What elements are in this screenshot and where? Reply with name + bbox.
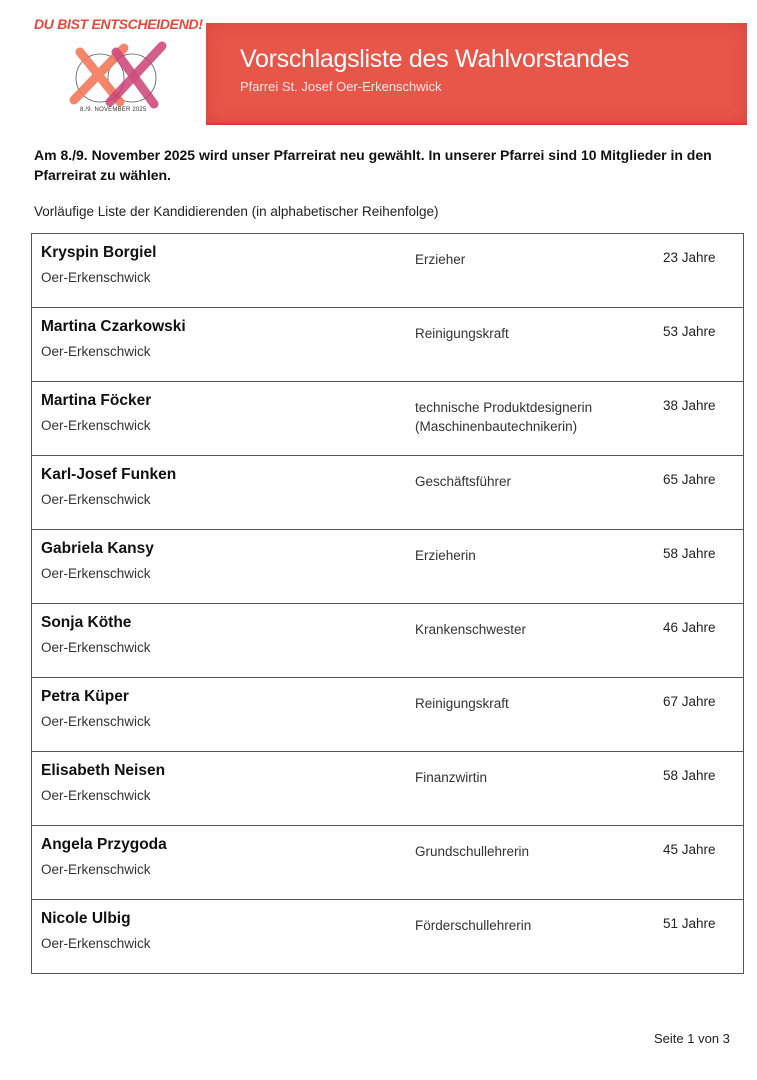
candidate-city: Oer-Erkenschwick [41, 344, 151, 359]
candidate-city: Oer-Erkenschwick [41, 566, 151, 581]
candidate-job: Reinigungskraft [415, 326, 509, 341]
page-number: Seite 1 von 3 [654, 1031, 730, 1046]
candidate-row [32, 678, 743, 752]
candidate-name: Gabriela Kansy [41, 540, 154, 557]
candidate-age: 67 Jahre [663, 694, 716, 709]
candidate-name: Nicole Ulbig [41, 910, 131, 927]
candidate-job: Erzieherin [415, 548, 476, 563]
candidate-row [32, 234, 743, 308]
candidate-name: Petra Küper [41, 688, 129, 705]
list-caption: Vorläufige Liste der Kandidierenden (in alphabetischer Reihenfolge) [34, 204, 439, 219]
logo-date: 8./9. NOVEMBER 2025 [80, 107, 147, 113]
candidate-row [32, 604, 743, 678]
candidate-row [32, 530, 743, 604]
candidate-age: 45 Jahre [663, 842, 716, 857]
candidate-city: Oer-Erkenschwick [41, 714, 151, 729]
candidate-name: Sonja Köthe [41, 614, 132, 631]
candidate-city: Oer-Erkenschwick [41, 862, 151, 877]
candidate-name: Kryspin Borgiel [41, 244, 157, 261]
candidate-table [31, 233, 744, 974]
candidate-name: Angela Przygoda [41, 836, 167, 853]
candidate-job: Krankenschwester [415, 622, 527, 637]
candidate-age: 58 Jahre [663, 768, 716, 783]
candidate-row [32, 752, 743, 826]
candidate-job: Geschäftsführer [415, 474, 512, 489]
candidate-age: 65 Jahre [663, 472, 716, 487]
candidate-row [32, 826, 743, 900]
candidate-name: Martina Czarkowski [41, 318, 186, 335]
candidate-city: Oer-Erkenschwick [41, 936, 151, 951]
candidate-name: Karl-Josef Funken [41, 466, 177, 483]
candidate-job: Grundschullehrerin [415, 844, 530, 859]
candidate-age: 53 Jahre [663, 324, 716, 339]
candidate-city: Oer-Erkenschwick [41, 270, 151, 285]
header-banner [206, 23, 747, 125]
candidate-city: Oer-Erkenschwick [41, 788, 151, 803]
page-title: Vorschlagsliste des Wahlvorstandes [240, 45, 630, 73]
candidate-name: Elisabeth Neisen [41, 762, 166, 779]
candidate-age: 23 Jahre [663, 250, 716, 265]
candidate-age: 51 Jahre [663, 916, 716, 931]
election-logo-icon [62, 40, 172, 110]
candidate-city: Oer-Erkenschwick [41, 418, 151, 433]
candidate-job: Reinigungskraft [415, 696, 509, 711]
candidate-name: Martina Föcker [41, 392, 152, 409]
candidate-age: 46 Jahre [663, 620, 716, 635]
candidate-row [32, 456, 743, 530]
candidate-city: Oer-Erkenschwick [41, 640, 151, 655]
slogan: DU BIST ENTSCHEIDEND! [34, 16, 203, 32]
candidate-row [32, 308, 743, 382]
intro-text: Am 8./9. November 2025 wird unser Pfarreirat neu gewählt. In unserer Pfarrei sind 10 Mitglieder in den Pfarreirat zu wählen. [34, 147, 712, 183]
candidate-city: Oer-Erkenschwick [41, 492, 151, 507]
candidate-age: 38 Jahre [663, 398, 716, 413]
candidate-row [32, 382, 743, 456]
page-subtitle: Pfarrei St. Josef Oer-Erkenschwick [240, 79, 442, 94]
candidate-job: technische Produktdesignerin (Maschinenbautechnikerin) [415, 400, 593, 434]
candidate-job: Erzieher [415, 252, 466, 267]
candidate-row [32, 900, 743, 974]
candidate-age: 58 Jahre [663, 546, 716, 561]
candidate-job: Finanzwirtin [415, 770, 488, 785]
candidate-job: Förderschullehrerin [415, 918, 532, 933]
